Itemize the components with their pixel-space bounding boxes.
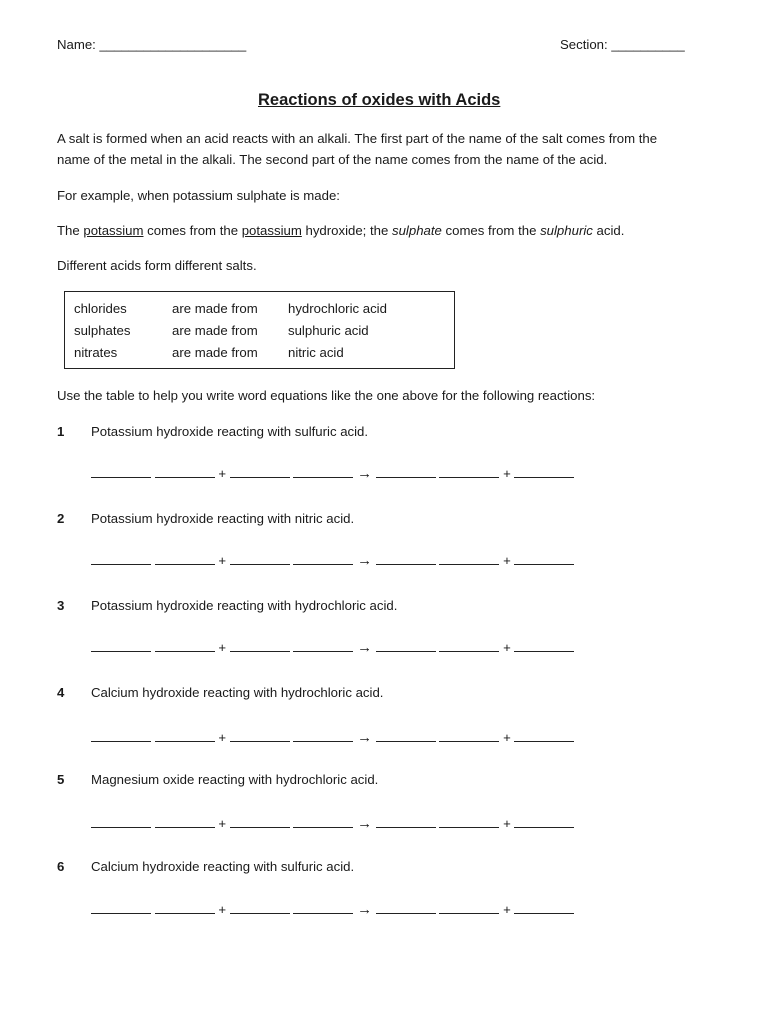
arrow-icon: → <box>357 552 373 569</box>
section-field[interactable]: Section: __________ <box>560 37 685 52</box>
arrow-icon: → <box>357 815 373 832</box>
arrow-icon: → <box>357 639 373 656</box>
question-text: Magnesium oxide reacting with hydrochloric acid. <box>91 772 379 787</box>
table-cell-salt: chlorides <box>74 301 127 316</box>
answer-blank[interactable] <box>514 901 574 914</box>
equation-line[interactable] <box>91 901 574 918</box>
question-number: 2 <box>57 511 65 526</box>
question-text: Potassium hydroxide reacting with hydrochloric acid. <box>91 598 398 613</box>
example-explanation <box>57 223 624 238</box>
intro-line-1: A salt is formed when an acid reacts with an alkali. The first part of the name of the salt comes from the <box>57 131 658 146</box>
answer-blank[interactable] <box>293 465 353 478</box>
plus-sign: + <box>218 553 227 568</box>
answer-blank[interactable] <box>439 815 499 828</box>
answer-blank[interactable] <box>230 729 290 742</box>
answer-blank[interactable] <box>293 639 353 652</box>
question-text: Calcium hydroxide reacting with hydrochloric acid. <box>91 685 384 700</box>
table-cell-verb: are made from <box>172 323 258 338</box>
answer-blank[interactable] <box>376 729 436 742</box>
plus-sign: + <box>503 902 511 917</box>
question-number: 3 <box>57 598 65 613</box>
answer-blank[interactable] <box>155 901 215 914</box>
equation-line[interactable] <box>91 815 574 832</box>
table-cell-salt: sulphates <box>74 323 131 338</box>
arrow-icon: → <box>357 729 373 746</box>
answer-blank[interactable] <box>155 639 215 652</box>
answer-blank[interactable] <box>439 552 499 565</box>
answer-blank[interactable] <box>91 901 151 914</box>
text-segment: comes from the <box>143 223 242 238</box>
plus-sign: + <box>218 466 227 481</box>
text-segment: hydroxide; the <box>301 223 392 238</box>
answer-blank[interactable] <box>91 815 151 828</box>
answer-blank[interactable] <box>230 901 290 914</box>
question-number: 1 <box>57 424 65 439</box>
text-segment: comes from the <box>441 223 541 238</box>
answer-blank[interactable] <box>91 729 151 742</box>
answer-blank[interactable] <box>230 639 290 652</box>
answer-blank[interactable] <box>514 729 574 742</box>
arrow-icon: → <box>357 465 373 482</box>
name-field[interactable]: Name: ____________________ <box>57 37 247 52</box>
table-cell-acid: nitric acid <box>288 345 344 360</box>
answer-blank[interactable] <box>439 901 499 914</box>
answer-blank[interactable] <box>514 815 574 828</box>
italic-word: sulphuric <box>540 223 593 238</box>
table-cell-salt: nitrates <box>74 345 118 360</box>
plus-sign: + <box>218 902 227 917</box>
answer-blank[interactable] <box>91 465 151 478</box>
plus-sign: + <box>218 816 227 831</box>
intro-line-2: name of the metal in the alkali. The second part of the name comes from the name of the acid. <box>57 152 608 167</box>
answer-blank[interactable] <box>293 901 353 914</box>
answer-blank[interactable] <box>293 729 353 742</box>
answer-blank[interactable] <box>376 901 436 914</box>
underlined-word: potassium <box>83 223 144 238</box>
answer-blank[interactable] <box>514 552 574 565</box>
plus-sign: + <box>503 816 511 831</box>
equation-line[interactable] <box>91 639 574 656</box>
plus-sign: + <box>218 730 227 745</box>
text-segment: acid. <box>592 223 625 238</box>
acids-intro-line: Different acids form different salts. <box>57 258 257 273</box>
answer-blank[interactable] <box>230 465 290 478</box>
example-line: For example, when potassium sulphate is made: <box>57 188 340 203</box>
question-text: Calcium hydroxide reacting with sulfuric acid. <box>91 859 355 874</box>
table-cell-acid: sulphuric acid <box>288 323 369 338</box>
answer-blank[interactable] <box>155 552 215 565</box>
answer-blank[interactable] <box>230 815 290 828</box>
text-segment: The <box>57 223 84 238</box>
equation-line[interactable] <box>91 465 574 482</box>
answer-blank[interactable] <box>293 552 353 565</box>
plus-sign: + <box>218 640 227 655</box>
question-number: 5 <box>57 772 65 787</box>
answer-blank[interactable] <box>439 465 499 478</box>
question-number: 6 <box>57 859 65 874</box>
answer-blank[interactable] <box>376 639 436 652</box>
answer-blank[interactable] <box>439 729 499 742</box>
answer-blank[interactable] <box>155 729 215 742</box>
answer-blank[interactable] <box>376 465 436 478</box>
plus-sign: + <box>503 640 511 655</box>
question-number: 4 <box>57 685 65 700</box>
answer-blank[interactable] <box>155 815 215 828</box>
underlined-word: potassium <box>241 223 302 238</box>
answer-blank[interactable] <box>376 815 436 828</box>
answer-blank[interactable] <box>514 639 574 652</box>
table-cell-verb: are made from <box>172 345 258 360</box>
answer-blank[interactable] <box>376 552 436 565</box>
answer-blank[interactable] <box>293 815 353 828</box>
italic-word: sulphate <box>392 223 442 238</box>
answer-blank[interactable] <box>514 465 574 478</box>
question-text: Potassium hydroxide reacting with sulfuric acid. <box>91 424 369 439</box>
answer-blank[interactable] <box>439 639 499 652</box>
question-text: Potassium hydroxide reacting with nitric acid. <box>91 511 355 526</box>
plus-sign: + <box>503 553 511 568</box>
answer-blank[interactable] <box>91 639 151 652</box>
equation-line[interactable] <box>91 552 574 569</box>
answer-blank[interactable] <box>91 552 151 565</box>
answer-blank[interactable] <box>230 552 290 565</box>
page-title: Reactions of oxides with Acids <box>258 91 501 109</box>
instruction-line: Use the table to help you write word equations like the one above for the following reactions: <box>57 388 596 403</box>
table-cell-acid: hydrochloric acid <box>288 301 387 316</box>
salts-table <box>64 291 455 369</box>
equation-line[interactable] <box>91 729 574 746</box>
table-cell-verb: are made from <box>172 301 258 316</box>
answer-blank[interactable] <box>155 465 215 478</box>
plus-sign: + <box>503 730 511 745</box>
plus-sign: + <box>503 466 511 481</box>
arrow-icon: → <box>357 901 373 918</box>
